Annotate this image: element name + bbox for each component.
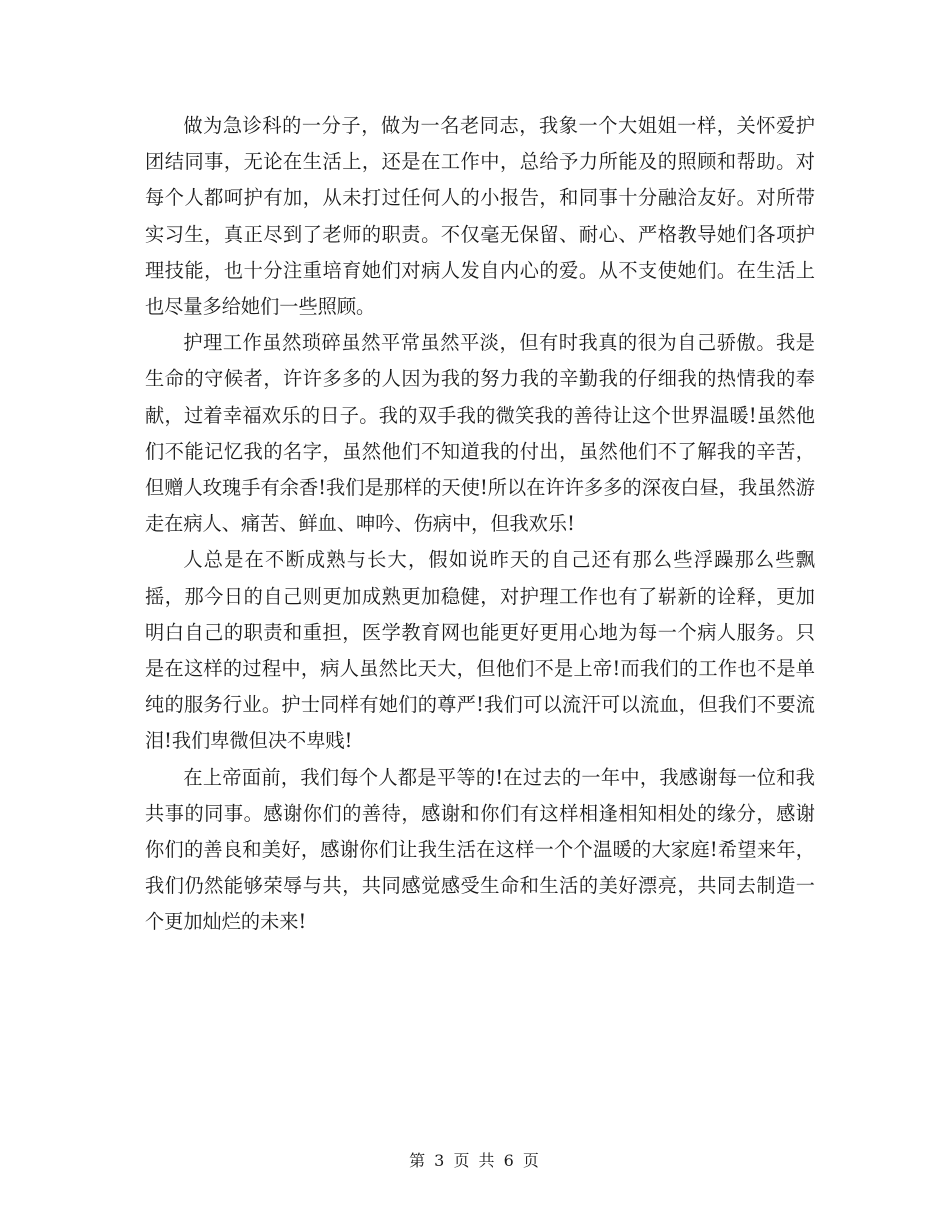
page-number-label: 第 3 页 共 6 页: [409, 1151, 541, 1170]
document-body: [145, 108, 815, 941]
paragraph-2: 护理工作虽然琐碎虽然平常虽然平淡，但有时我真的很为自己骄傲。我是生命的守候者，许许多多的人因为我的努力我的辛勤我的仔细我的热情我的奉献，过着幸福欢乐的日子。我的双手我的微笑我的善待让这个世界温暖!虽然他们不能记忆我的名字，虽然他们不知道我的付出，虽然他们不了解我的辛苦，但赠人玫瑰手有余香!我们是那样的天使!所以在许许多多的深夜白昼，我虽然游走在病人、痛苦、鲜血、呻吟、伤病中，但我欢乐!: [145, 331, 815, 536]
paragraph-4: 在上帝面前，我们每个人都是平等的!在过去的一年中，我感谢每一位和我共事的同事。感谢你们的善待，感谢和你们有这样相逢相知相处的缘分，感谢你们的善良和美好，感谢你们让我生活在这样一个个温暖的大家庭!希望来年，我们仍然能够荣辱与共，共同感觉感受生命和生活的美好漂亮，共同去制造一个更加灿烂的未来!: [145, 765, 815, 934]
paragraph-1: 做为急诊科的一分子，做为一名老同志，我象一个大姐姐一样，关怀爱护团结同事，无论在生活上，还是在工作中，总给予力所能及的照顾和帮助。对每个人都呵护有加，从未打过任何人的小报告，和同事十分融洽友好。对所带实习生，真正尽到了老师的职责。不仅毫无保留、耐心、严格教导她们各项护理技能，也十分注重培育她们对病人发自内心的爱。从不支使她们。在生活上也尽量多给她们一些照顾。: [145, 114, 815, 319]
paragraph-3: 人总是在不断成熟与长大，假如说昨天的自己还有那么些浮躁那么些飘摇，那今日的自己则更加成熟更加稳健，对护理工作也有了崭新的诠释，更加明白自己的职责和重担，医学教育网也能更好更用心地为每一个病人服务。只是在这样的过程中，病人虽然比天大，但他们不是上帝!而我们的工作也不是单纯的服务行业。护士同样有她们的尊严!我们可以流汗可以流血，但我们不要流泪!我们卑微但决不卑贱!: [145, 548, 815, 753]
page-footer: [0, 1148, 950, 1171]
